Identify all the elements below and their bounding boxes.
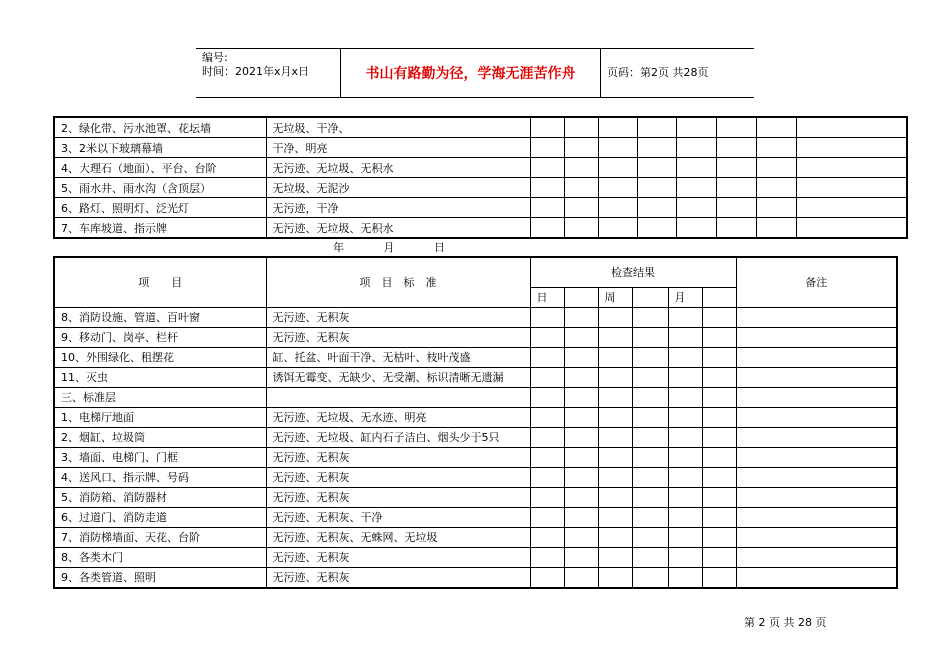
check-cell [632,447,668,467]
table-row [54,327,897,347]
standard-cell [266,387,530,407]
check-cell [598,507,632,527]
check-cell [796,158,907,178]
standard-cell: 无污迹、无垃圾、无积水 [266,218,530,239]
standard-cell: 无垃圾、无泥沙 [266,178,530,198]
check-cell [530,347,564,367]
check-cell [564,547,598,567]
check-cell [598,138,637,158]
check-cell [530,487,564,507]
check-cell [736,447,897,467]
check-cell [564,117,598,138]
check-cell [598,427,632,447]
standard-cell: 无污迹、无积灰 [266,567,530,588]
check-cell [702,567,736,588]
page-footer: 第 2 页 共 28 页 [744,616,827,629]
check-cell [796,198,907,218]
check-cell [632,407,668,427]
item-cell: 2、绿化带、污水池罩、花坛墙 [54,117,266,138]
check-cell [736,307,897,327]
date-line [333,239,481,255]
check-cell [530,387,564,407]
table-row [54,467,897,487]
check-cell [598,407,632,427]
check-cell [736,347,897,367]
month-subheader: 月 [668,287,702,307]
check-cell [736,507,897,527]
check-cell [564,407,598,427]
table-row [54,527,897,547]
check-cell [702,307,736,327]
check-cell [796,218,907,239]
check-cell [564,218,598,239]
item-cell: 4、大理石（地面）、平台、台阶 [54,158,266,178]
item-cell: 7、消防梯墙面、天花、台阶 [54,527,266,547]
item-cell: 11、灭虫 [54,367,266,387]
table-row [54,158,907,178]
standard-cell: 无污迹、无积灰 [266,487,530,507]
check-cell [564,447,598,467]
check-cell [668,487,702,507]
check-cell [637,198,676,218]
check-cell [598,487,632,507]
check-cell [530,567,564,588]
check-cell [637,117,676,138]
check-cell [736,547,897,567]
check-cell [716,117,756,138]
check-cell [676,218,716,239]
table-row [54,407,897,427]
table-row [54,198,907,218]
standard-header: 项 目 标 准 [266,257,530,307]
table-row [54,138,907,158]
item-cell: 1、电梯厅地面 [54,407,266,427]
check-cell [564,198,598,218]
motto-text: 书山有路勤为径，学海无涯苦作舟 [365,66,576,82]
item-cell: 3、墙面、电梯门、门框 [54,447,266,467]
check-cell [632,367,668,387]
check-cell [702,527,736,547]
check-cell [668,567,702,588]
table-row [54,547,897,567]
month-label: 月 [383,241,395,254]
check-cell [736,367,897,387]
check-cell [637,218,676,239]
table-row [54,387,897,407]
check-cell [564,507,598,527]
check-cell [756,138,796,158]
check-cell [702,487,736,507]
item-cell: 3、2米以下玻璃幕墙 [54,138,266,158]
check-cell [756,198,796,218]
check-cell [632,427,668,447]
check-cell [668,327,702,347]
check-result-header: 检查结果 [530,257,736,287]
check-cell [702,507,736,527]
check-cell [736,427,897,447]
check-cell [796,178,907,198]
check-cell [668,347,702,367]
standard-cell: 无垃圾、干净、 [266,117,530,138]
check-cell [598,367,632,387]
check-cell [598,527,632,547]
item-cell: 4、送风口、指示牌、号码 [54,467,266,487]
item-cell: 8、消防设施、管道、百叶窗 [54,307,266,327]
item-cell: 7、车库坡道、指示牌 [54,218,266,239]
check-cell [564,567,598,588]
year-label: 年 [333,241,344,254]
standard-cell: 干净、明亮 [266,138,530,158]
check-cell [632,527,668,547]
item-cell: 6、过道门、消防走道 [54,507,266,527]
check-cell [668,447,702,467]
check-cell [676,198,716,218]
table-row [54,307,897,327]
check-cell [632,387,668,407]
check-cell [676,158,716,178]
subheader-blank [564,287,598,307]
check-cell [716,198,756,218]
number-label: 编号: [202,51,228,64]
check-cell [668,407,702,427]
check-cell [637,158,676,178]
check-cell [716,178,756,198]
check-cell [632,507,668,527]
check-cell [530,178,564,198]
check-cell [564,487,598,507]
check-cell [668,367,702,387]
check-cell [530,198,564,218]
subheader-blank [632,287,668,307]
table-row [54,447,897,467]
check-cell [637,138,676,158]
check-cell [598,467,632,487]
standard-cell: 无污迹、无垃圾、无积水 [266,158,530,178]
check-cell [530,327,564,347]
check-cell [632,567,668,588]
page-header [196,48,754,98]
check-cell [702,347,736,367]
check-cell [796,117,907,138]
item-cell: 6、路灯、照明灯、泛光灯 [54,198,266,218]
standard-cell: 无污迹、无积灰 [266,467,530,487]
header-page-cell [601,49,754,97]
check-cell [598,158,637,178]
check-cell [632,307,668,327]
check-cell [702,467,736,487]
check-cell [702,387,736,407]
check-cell [598,547,632,567]
check-cell [668,387,702,407]
table-row [54,507,897,527]
inspection-table-continued [53,116,908,239]
check-cell [530,447,564,467]
check-cell [564,527,598,547]
table-row [54,117,907,138]
standard-cell: 无污迹，干净 [266,198,530,218]
check-cell [530,307,564,327]
check-cell [530,117,564,138]
standard-cell: 诱饵无霉变、无缺少、无受潮、标识清晰无遗漏 [266,367,530,387]
check-cell [598,447,632,467]
check-cell [668,527,702,547]
table-row [54,178,907,198]
check-cell [598,178,637,198]
check-cell [668,467,702,487]
standard-cell: 无污迹、无垃圾、无水迹、明亮 [266,407,530,427]
table-row [54,427,897,447]
check-cell [598,327,632,347]
check-cell [756,117,796,138]
item-cell: 5、消防箱、消防器材 [54,487,266,507]
check-cell [564,427,598,447]
check-cell [736,327,897,347]
check-cell [676,117,716,138]
standard-cell: 无污迹、无垃圾、缸内石子洁白、烟头少于5只 [266,427,530,447]
check-cell [598,567,632,588]
check-cell [702,407,736,427]
check-cell [598,218,637,239]
check-cell [632,547,668,567]
check-cell [632,487,668,507]
item-cell: 9、各类管道、照明 [54,567,266,588]
check-cell [530,138,564,158]
check-cell [530,547,564,567]
check-cell [702,547,736,567]
standard-cell: 无污迹、无积灰、无蛛网、无垃圾 [266,527,530,547]
check-cell [598,117,637,138]
check-cell [564,138,598,158]
check-cell [668,307,702,327]
check-cell [564,178,598,198]
inspection-table [53,256,898,589]
check-cell [530,158,564,178]
time-label: 时间：2021年x月x日 [202,65,310,78]
check-cell [756,218,796,239]
check-cell [668,507,702,527]
remark-header: 备注 [736,257,897,307]
check-cell [736,487,897,507]
check-cell [796,138,907,158]
check-cell [676,138,716,158]
check-cell [530,467,564,487]
check-cell [736,387,897,407]
check-cell [598,307,632,327]
check-cell [598,347,632,367]
check-cell [598,198,637,218]
page-label: 页码：第2页 共28页 [607,66,709,79]
subheader-blank [702,287,736,307]
item-cell: 5、雨水井、雨水沟（含顶层） [54,178,266,198]
check-cell [530,527,564,547]
check-cell [637,178,676,198]
check-cell [564,307,598,327]
header-row [54,257,897,287]
standard-cell: 无污迹、无积灰、干净 [266,507,530,527]
check-cell [736,527,897,547]
item-cell: 三、标准层 [54,387,266,407]
table-row [54,347,897,367]
standard-cell: 缸、托盆、叶面干净、无枯叶、枝叶茂盛 [266,347,530,367]
check-cell [564,387,598,407]
check-cell [632,347,668,367]
table-row [54,367,897,387]
check-cell [756,158,796,178]
table-row [54,487,897,507]
check-cell [702,427,736,447]
check-cell [564,327,598,347]
item-cell: 8、各类木门 [54,547,266,567]
table-row [54,567,897,588]
check-cell [530,407,564,427]
check-cell [564,158,598,178]
check-cell [702,447,736,467]
check-cell [530,218,564,239]
standard-cell: 无污迹、无积灰 [266,307,530,327]
check-cell [702,327,736,347]
check-cell [702,367,736,387]
header-meta [196,49,341,97]
check-cell [598,387,632,407]
check-cell [668,427,702,447]
check-cell [736,467,897,487]
item-cell: 10、外围绿化、租摆花 [54,347,266,367]
item-header: 项 目 [54,257,266,307]
check-cell [736,567,897,588]
check-cell [716,218,756,239]
check-cell [564,467,598,487]
check-cell [716,138,756,158]
table-row [54,218,907,239]
check-cell [530,367,564,387]
check-cell [716,158,756,178]
check-cell [756,178,796,198]
standard-cell: 无污迹、无积灰 [266,327,530,347]
item-cell: 2、烟缸、垃圾筒 [54,427,266,447]
item-cell: 9、移动门、岗亭、栏杆 [54,327,266,347]
standard-cell: 无污迹、无积灰 [266,447,530,467]
check-cell [736,407,897,427]
check-cell [530,427,564,447]
check-cell [668,547,702,567]
check-cell [530,507,564,527]
check-cell [632,327,668,347]
week-subheader: 周 [598,287,632,307]
standard-cell: 无污迹、无积灰 [266,547,530,567]
check-cell [564,347,598,367]
check-cell [632,467,668,487]
check-cell [564,367,598,387]
header-motto-cell [341,49,601,97]
check-cell [676,178,716,198]
day-subheader: 日 [530,287,564,307]
day-label: 日 [434,241,445,254]
